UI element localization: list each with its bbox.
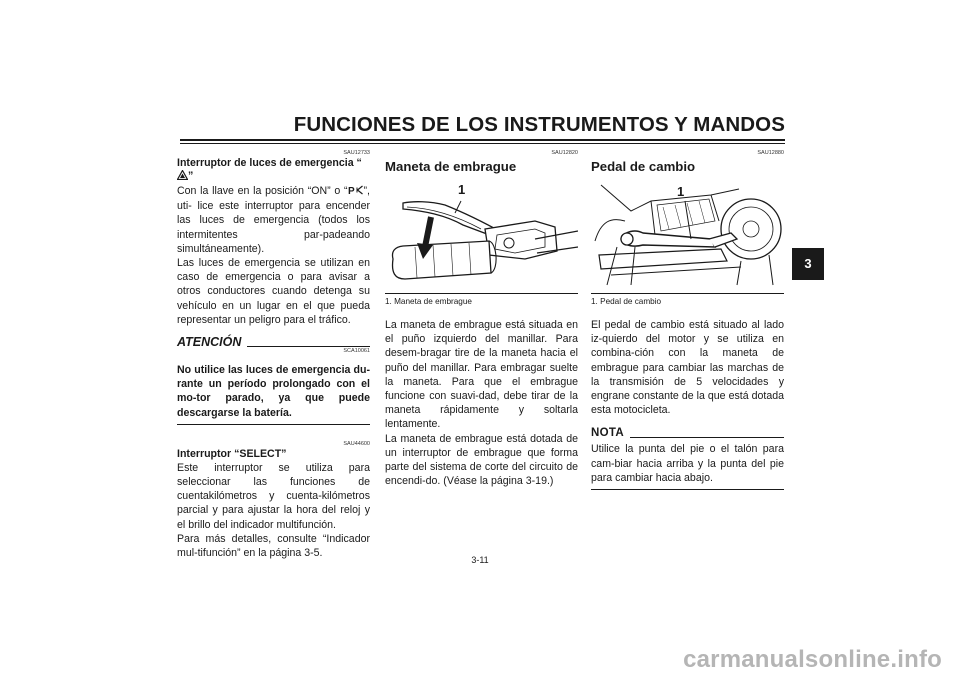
header-rule-thin xyxy=(180,143,785,144)
figure-rule xyxy=(385,293,578,294)
caution-end-rule xyxy=(177,424,370,425)
shift-caption: 1. Pedal de cambio xyxy=(591,297,662,306)
shift-figure-label: 1 xyxy=(677,184,685,199)
select-body: Este interruptor se utiliza para seleccionar las funciones de cuentakilómetros y cuenta-kilómetros parcial y para ajustar la hora del reloj y el brillo del indicador multifunción. xyxy=(177,461,370,531)
caution-title: ATENCIÓN xyxy=(177,335,242,350)
clutch-body-2: La maneta de embrague está dotada de un interruptor de embrague que forma parte del sistema de corte del circuito de encendi-do. (Véase la página 3-19.) xyxy=(385,432,578,488)
clutch-lever-figure xyxy=(385,181,578,289)
caution-code: SCA10061 xyxy=(343,348,370,355)
column-shift-pedal xyxy=(591,150,784,490)
chapter-tab: 3 xyxy=(792,248,824,280)
hazard-body-2: Las luces de emergencia se utilizan en caso de emergencia o para avisar a otros conductores cuando detenga su vehículo en un lugar en el que pueda representar un peligro para el tráfico. xyxy=(177,257,370,326)
clutch-figure-label: 1 xyxy=(458,182,466,197)
note-rule xyxy=(630,437,784,438)
hazard-body: Con la llave en la posición “ON” o “ P ”, uti- lice este interruptor para encender las luces de emergencia (todos los intermitentes par-padeando simultáneamente). xyxy=(177,185,370,255)
caution-rule xyxy=(247,346,370,347)
svg-text:P: P xyxy=(347,186,355,195)
shift-pedal-title: Pedal de cambio xyxy=(591,159,696,174)
clutch-title: Maneta de embrague xyxy=(385,159,517,174)
section-code: SAU12733 xyxy=(343,150,370,156)
select-code: SAU44600 xyxy=(343,440,370,447)
column-clutch xyxy=(385,150,578,488)
clutch-body: La maneta de embrague está situada en el puño izquierdo del manillar. Para desem-bragar tire de la maneta hacia el puño del manillar. Para embragar suelte la maneta. Para que el embrague funcione con suavi-dad, debe tirar de la maneta rápidamente y soltarla lentamente. xyxy=(385,319,578,431)
caution-header xyxy=(177,335,370,349)
note-header xyxy=(591,427,784,440)
clutch-caption: 1. Maneta de embrague xyxy=(385,297,472,306)
page-header-title: FUNCIONES DE LOS INSTRUMENTOS Y MANDOS xyxy=(293,113,785,136)
clutch-lever-illustration xyxy=(385,181,578,289)
parking-p-icon xyxy=(348,185,364,199)
shift-pedal-illustration xyxy=(591,181,784,289)
select-body-2: Para más detalles, consulte “Indicador mul-tifunción” en la página 3-5. xyxy=(177,532,370,560)
hazard-switch-title: Interruptor de luces de emergencia “” xyxy=(177,157,362,182)
caution-body: No utilice las luces de emergencia du-rante un período prolongado con el mo-tor parado, ya que puede descargarse la batería. xyxy=(177,364,370,419)
header-rule-thick xyxy=(180,139,785,141)
page-number: 3-11 xyxy=(471,555,489,565)
shift-body: El pedal de cambio está situado al lado iz-quierdo del motor y se utiliza en combina-ción con la maneta de embrague para cambiar las marchas de la transmisión de 5 velocidades y engrane constante de la que está dotada esta motocicleta. xyxy=(591,319,784,417)
column-hazard-select xyxy=(177,150,370,560)
note-end-rule xyxy=(591,489,784,490)
hazard-triangle-icon xyxy=(177,170,188,184)
note-title: NOTA xyxy=(591,427,624,440)
select-switch-title: Interruptor “SELECT” xyxy=(177,447,287,460)
shift-pedal-figure xyxy=(591,181,784,289)
section-code: SAU12820 xyxy=(551,150,578,156)
watermark: carmanualsonline.info xyxy=(683,646,942,673)
section-code: SAU12880 xyxy=(757,150,784,156)
figure-rule xyxy=(591,293,784,294)
note-body: Utilice la punta del pie o el talón para cam-biar hacia arriba y la punta del pie para cambiar hacia abajo. xyxy=(591,443,784,484)
